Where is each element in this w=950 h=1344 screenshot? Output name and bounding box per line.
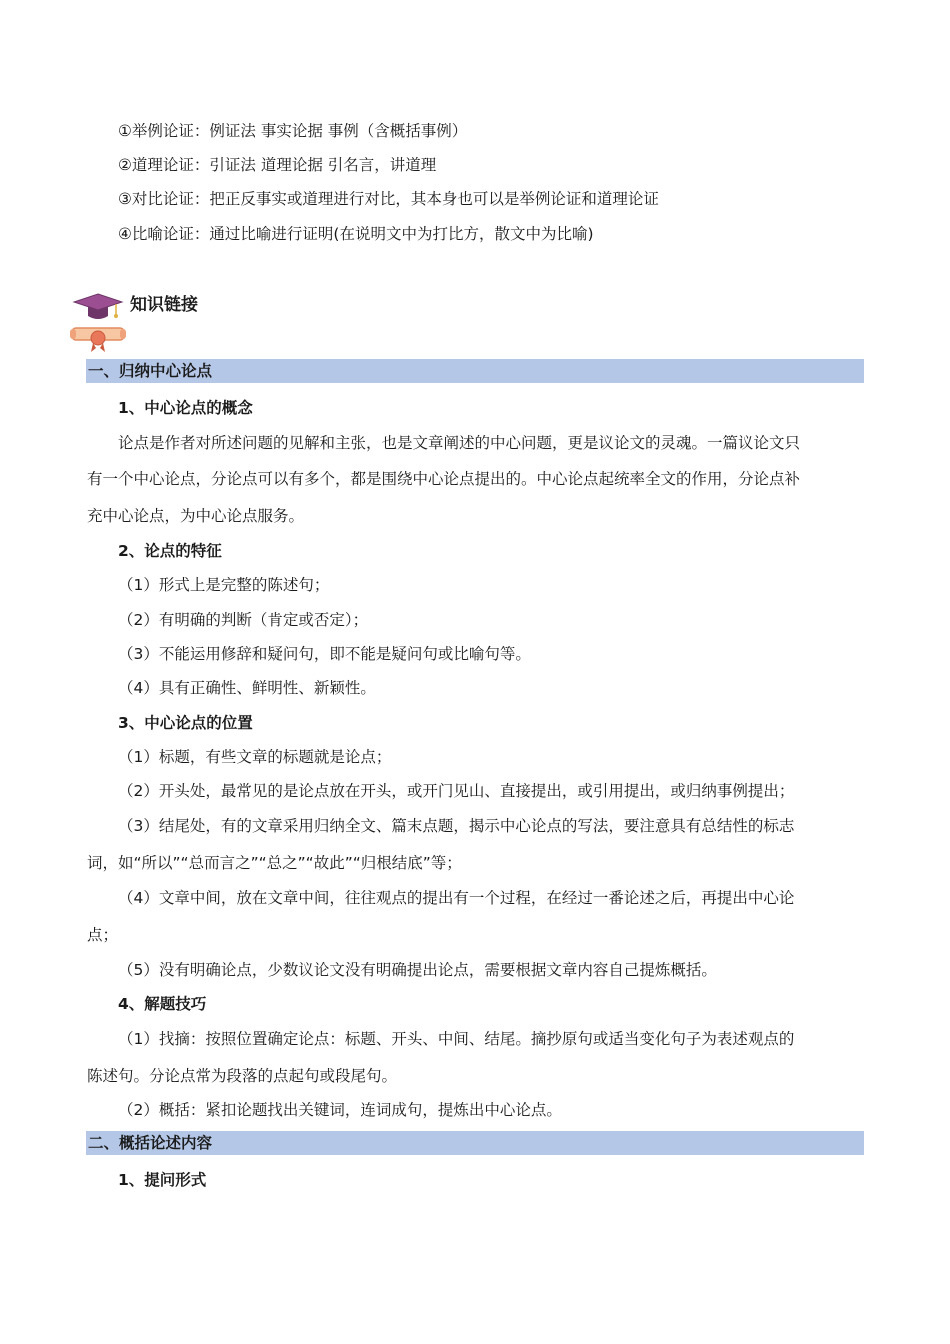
intro-item: ③对比论证：把正反事实或道理进行对比，其本身也可以是举例论证和道理论证: [118, 190, 659, 208]
list-item: （2）开头处，最常见的是论点放在开头，或开门见山、直接提出，或引用提出，或归纳事例提出；: [118, 782, 795, 800]
knowledge-link-header: [68, 288, 288, 354]
list-item: （1）标题，有些文章的标题就是论点；: [118, 748, 392, 766]
list-item: （4）具有正确性、鲜明性、新颖性。: [118, 679, 376, 697]
list-item: （3）结尾处，有的文章采用归纳全文、篇末点题，揭示中心论点的写法，要注意具有总结性的标志: [118, 817, 795, 835]
list-item-continuation: 词，如“所以”“总而言之”“总之”“故此”“归根结底”等；: [87, 854, 462, 872]
subheading: 1、中心论点的概念: [118, 399, 253, 417]
intro-item: ④比喻论证：通过比喻进行证明(在说明文中为打比方，散文中为比喻): [118, 225, 594, 243]
subheading: 2、论点的特征: [118, 542, 222, 560]
intro-item: ②道理论证：引证法 道理论据 引名言，讲道理: [118, 156, 437, 174]
subheading: 1、提问形式: [118, 1171, 207, 1189]
section-bar-2: 二、概括论述内容: [86, 1131, 864, 1155]
list-item: （1）找摘：按照位置确定论点：标题、开头、中间、结尾。摘抄原句或适当变化句子为表述观点的: [118, 1030, 795, 1048]
list-item: （1）形式上是完整的陈述句；: [118, 576, 330, 594]
subheading: 4、解题技巧: [118, 995, 207, 1013]
paragraph-line: 有一个中心论点，分论点可以有多个，都是围绕中心论点提出的。中心论点起统率全文的作用，分论点补: [87, 470, 801, 488]
section-bar-1: 一、归纳中心论点: [86, 359, 864, 383]
paragraph-line: 论点是作者对所述问题的见解和主张，也是文章阐述的中心问题，更是议论文的灵魂。一篇议论文只: [118, 434, 801, 452]
list-item: （5）没有明确论点，少数议论文没有明确提出论点，需要根据文章内容自己提炼概括。: [118, 961, 717, 979]
subheading: 3、中心论点的位置: [118, 714, 253, 732]
paragraph-line: 充中心论点，为中心论点服务。: [87, 507, 305, 525]
list-item: （4）文章中间，放在文章中间，往往观点的提出有一个过程，在经过一番论述之后，再提出中心论: [118, 889, 795, 907]
knowledge-link-title: 知识链接: [130, 295, 198, 315]
list-item: （2）有明确的判断（肯定或否定）；: [118, 611, 369, 629]
list-item: （2）概括：紧扣论题找出关键词，连词成句，提炼出中心论点。: [118, 1101, 562, 1119]
list-item-continuation: 点；: [87, 926, 119, 944]
list-item: （3）不能运用修辞和疑问句，即不能是疑问句或比喻句等。: [118, 645, 531, 663]
intro-item: ①举例论证：例证法 事实论据 事例（含概括事例）: [118, 122, 468, 140]
graduation-cap-diploma-icon: [68, 288, 128, 354]
list-item-continuation: 陈述句。分论点常为段落的点起句或段尾句。: [87, 1067, 398, 1085]
